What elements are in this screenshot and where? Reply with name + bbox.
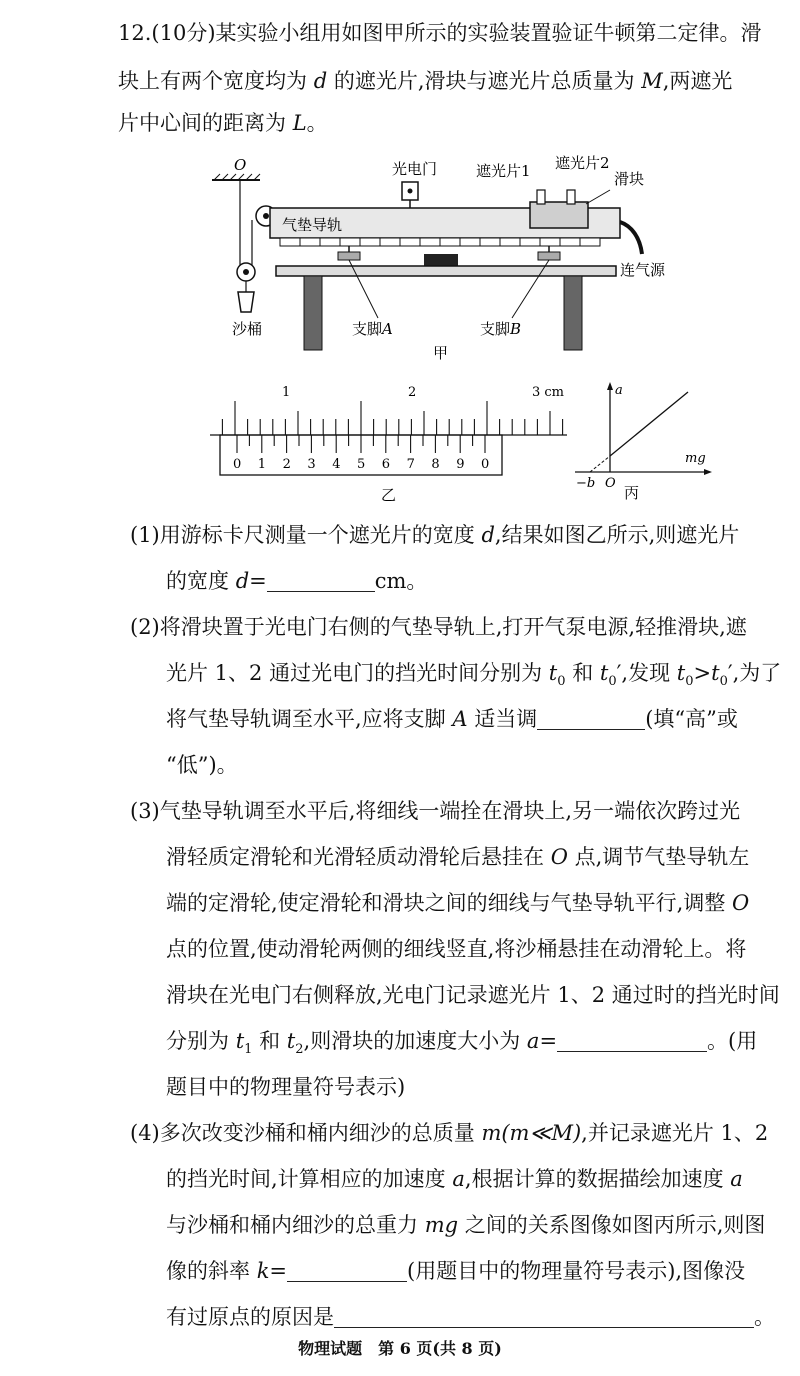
label-foot-A: 支脚A (352, 320, 393, 338)
text: 。(用 (707, 1029, 758, 1053)
symbol-t0-prime: t (711, 661, 720, 685)
text: (2)将滑块置于光电门右侧的气垫导轨上,打开气泵电源,轻推滑块,遮 (130, 615, 747, 639)
text: = (249, 569, 267, 593)
text: 片中心间的距离为 (118, 111, 286, 135)
label-air-source: 连气源 (620, 261, 666, 279)
part3-line-7 (166, 1072, 405, 1102)
question-intro-line-2 (118, 66, 732, 96)
text: (3)气垫导轨调至水平后,将细线一端拴在滑块上,另一端依次跨过光 (130, 799, 741, 823)
text: 和 (572, 661, 594, 685)
part4-line-3 (166, 1210, 765, 1240)
text: 的宽度 (166, 569, 229, 593)
part2-line-2 (166, 658, 781, 697)
text: ,并记录遮光片 1、2 (581, 1121, 769, 1145)
text: ,根据计算的数据描绘加速度 (464, 1167, 724, 1191)
main-label-3cm: 3 cm (532, 385, 565, 400)
caption-bing: 丙 (624, 484, 640, 502)
symbol: a (452, 1167, 465, 1191)
text: 点,调节气垫导轨左 (574, 845, 750, 869)
symbol-t2: t (286, 1029, 296, 1053)
fixed-pulley-axle (263, 213, 269, 219)
vernier-label: 2 (282, 457, 291, 472)
symbol-t1: t (235, 1029, 245, 1053)
symbol: a (730, 1167, 743, 1191)
text: ,为了 (732, 661, 782, 685)
sand-bucket (238, 292, 254, 312)
text: 。 (754, 1305, 775, 1329)
shield-2 (567, 190, 575, 204)
text: 点的位置,使动滑轮两侧的细线竖直,将沙桶悬挂在动滑轮上。将 (166, 937, 747, 961)
center-support (424, 254, 458, 266)
part4-line-5 (166, 1302, 775, 1332)
vernier-label: 0 (233, 457, 242, 472)
text: 块上有两个宽度均为 (118, 69, 307, 93)
symbol: d (235, 569, 250, 593)
text: 滑块在光电门右侧释放,光电门记录遮光片 1、2 通过时的挡光时间 (166, 983, 780, 1007)
question-intro-line-3 (118, 108, 328, 138)
page-footer: 物理试题 第 6 页(共 8 页) (298, 1339, 502, 1358)
vernier-label: 8 (431, 457, 440, 472)
text: 光片 1、2 通过光电门的挡光时间分别为 (166, 661, 543, 685)
slider-block (530, 202, 588, 228)
prime: ′ (616, 661, 622, 685)
symbol: O (550, 845, 568, 869)
part1-line-2 (166, 566, 427, 596)
text: (用题目中的物理量符号表示),图像没 (407, 1259, 746, 1283)
label-foot-B: 支脚B (480, 320, 522, 338)
text: 的挡光时间,计算相应的加速度 (166, 1167, 446, 1191)
part3-line-5 (166, 980, 780, 1010)
table-leg-left (304, 276, 322, 350)
vernier-label: 3 (307, 457, 316, 472)
symbol: O (732, 891, 750, 915)
text: ,则滑块的加速度大小为 (303, 1029, 521, 1053)
text: 之间的关系图像如图丙所示,则图 (464, 1213, 766, 1237)
label-O: O (234, 156, 247, 174)
part1-line-1 (130, 520, 739, 550)
text: ,发现 (621, 661, 671, 685)
table-top (276, 266, 616, 276)
air-hose (620, 222, 642, 254)
text: 端的定滑轮,使定滑轮和滑块之间的细线与气垫导轨平行,调整 (166, 891, 726, 915)
label-photogate: 光电门 (392, 160, 438, 178)
symbol: a (526, 1029, 540, 1053)
text: 分别为 (166, 1029, 229, 1053)
vernier-label: 6 (381, 457, 391, 472)
photogate-sensor (408, 189, 413, 194)
label-shield-2: 遮光片2 (555, 154, 610, 172)
main-label-2: 2 (408, 385, 417, 400)
answer-blank-1[interactable] (267, 569, 375, 592)
question-number: 12. (118, 21, 152, 45)
part4-line-2 (166, 1164, 743, 1194)
text: 和 (259, 1029, 281, 1053)
text: 某实验小组用如图甲所示的实验装置验证牛顿第二定律。滑 (215, 21, 762, 45)
data-line (610, 392, 688, 456)
question-intro-line-1 (118, 18, 762, 48)
symbol-t0: t (548, 661, 558, 685)
text: 题目中的物理量符号表示) (166, 1075, 406, 1099)
figure-jia-apparatus (200, 150, 680, 365)
text: cm。 (374, 569, 428, 593)
text: 滑轻质定滑轮和光滑轻质动滑轮后悬挂在 (166, 845, 544, 869)
symbol: k (256, 1259, 270, 1283)
caption-yi: 乙 (381, 486, 397, 504)
answer-blank-5[interactable] (334, 1305, 754, 1328)
part2-line-1 (130, 612, 747, 642)
intercept-label: −b (576, 476, 596, 491)
origin-label: O (605, 476, 616, 491)
text: (填“高”或 (645, 707, 738, 731)
vernier-label: 0 (481, 457, 490, 472)
symbol: A (452, 707, 468, 731)
symbol: M (641, 69, 663, 93)
label-bucket: 沙桶 (232, 320, 263, 338)
vernier-label: 7 (406, 457, 415, 472)
vernier-label: 9 (456, 457, 465, 472)
text: (4)多次改变沙桶和桶内细沙的总质量 (130, 1121, 475, 1145)
text: “低”)。 (166, 753, 238, 777)
answer-blank-2[interactable] (537, 707, 645, 730)
answer-blank-3[interactable] (557, 1029, 707, 1052)
main-label-1: 1 (282, 385, 291, 400)
text: 有过原点的原因是 (166, 1305, 334, 1329)
vernier-label: 4 (332, 457, 341, 472)
label-rail: 气垫导轨 (282, 216, 343, 234)
symbol: mg (424, 1213, 459, 1237)
foot-B (538, 252, 560, 260)
subscript: 0 (719, 674, 728, 690)
subscript: 1 (244, 1042, 253, 1058)
part2-line-4 (166, 750, 238, 780)
text: 将气垫导轨调至水平,应将支脚 (166, 707, 446, 731)
text: (1)用游标卡尺测量一个遮光片的宽度 (130, 523, 475, 547)
part3-line-3 (166, 888, 749, 918)
table-leg-right (564, 276, 582, 350)
prime: ′ (727, 661, 733, 685)
label-slider: 滑块 (614, 170, 645, 188)
vernier-label: 5 (357, 457, 366, 472)
question-score: (10分) (151, 21, 216, 45)
symbol: d (481, 523, 495, 547)
text: ,两遮光 (662, 69, 733, 93)
part3-line-2 (166, 842, 749, 872)
x-label: mg (685, 451, 706, 466)
vernier-scale-labels (233, 457, 489, 472)
symbol: m(m≪M) (481, 1121, 582, 1145)
part3-line-6 (166, 1026, 757, 1065)
text: 与沙桶和桶内细沙的总重力 (166, 1213, 418, 1237)
part4-line-1 (130, 1118, 768, 1148)
greater-than: > (693, 661, 712, 685)
subscript: 2 (295, 1042, 304, 1058)
answer-blank-4[interactable] (287, 1259, 407, 1282)
symbol-t0-prime: t (599, 661, 609, 685)
part3-line-4 (166, 934, 746, 964)
text: 适当调 (474, 707, 538, 731)
y-axis-arrow (607, 382, 613, 390)
caption-jia: 甲 (433, 344, 449, 362)
subscript: 0 (557, 674, 566, 690)
vernier-scale-ticks (237, 435, 485, 453)
symbol: d (313, 69, 328, 93)
text: = (269, 1259, 288, 1283)
symbol: L (292, 111, 307, 135)
main-scale-ticks (222, 401, 562, 435)
data-line-extension (590, 456, 610, 472)
rail-teeth (280, 238, 600, 246)
foot-A (338, 252, 360, 260)
text: 的遮光片,滑块与遮光片总质量为 (333, 69, 635, 93)
shield-1 (537, 190, 545, 204)
vernier-label: 1 (257, 457, 267, 472)
symbol-t0: t (676, 661, 686, 685)
subscript: 0 (685, 674, 694, 690)
y-label: a (615, 383, 623, 398)
slider-pointer (586, 190, 610, 204)
x-axis-arrow (704, 469, 712, 475)
subscript: 0 (608, 674, 617, 690)
text: 。 (306, 111, 328, 135)
figure-bing-graph (570, 380, 715, 510)
part2-line-3 (166, 704, 738, 734)
label-shield-1: 遮光片1 (476, 162, 531, 180)
text: ,结果如图乙所示,则遮光片 (494, 523, 740, 547)
text: = (539, 1029, 558, 1053)
figure-yi-vernier (205, 378, 575, 510)
part3-line-1 (130, 796, 740, 826)
moving-pulley-axle (243, 269, 249, 275)
part4-line-4 (166, 1256, 745, 1286)
text: 像的斜率 (166, 1259, 250, 1283)
